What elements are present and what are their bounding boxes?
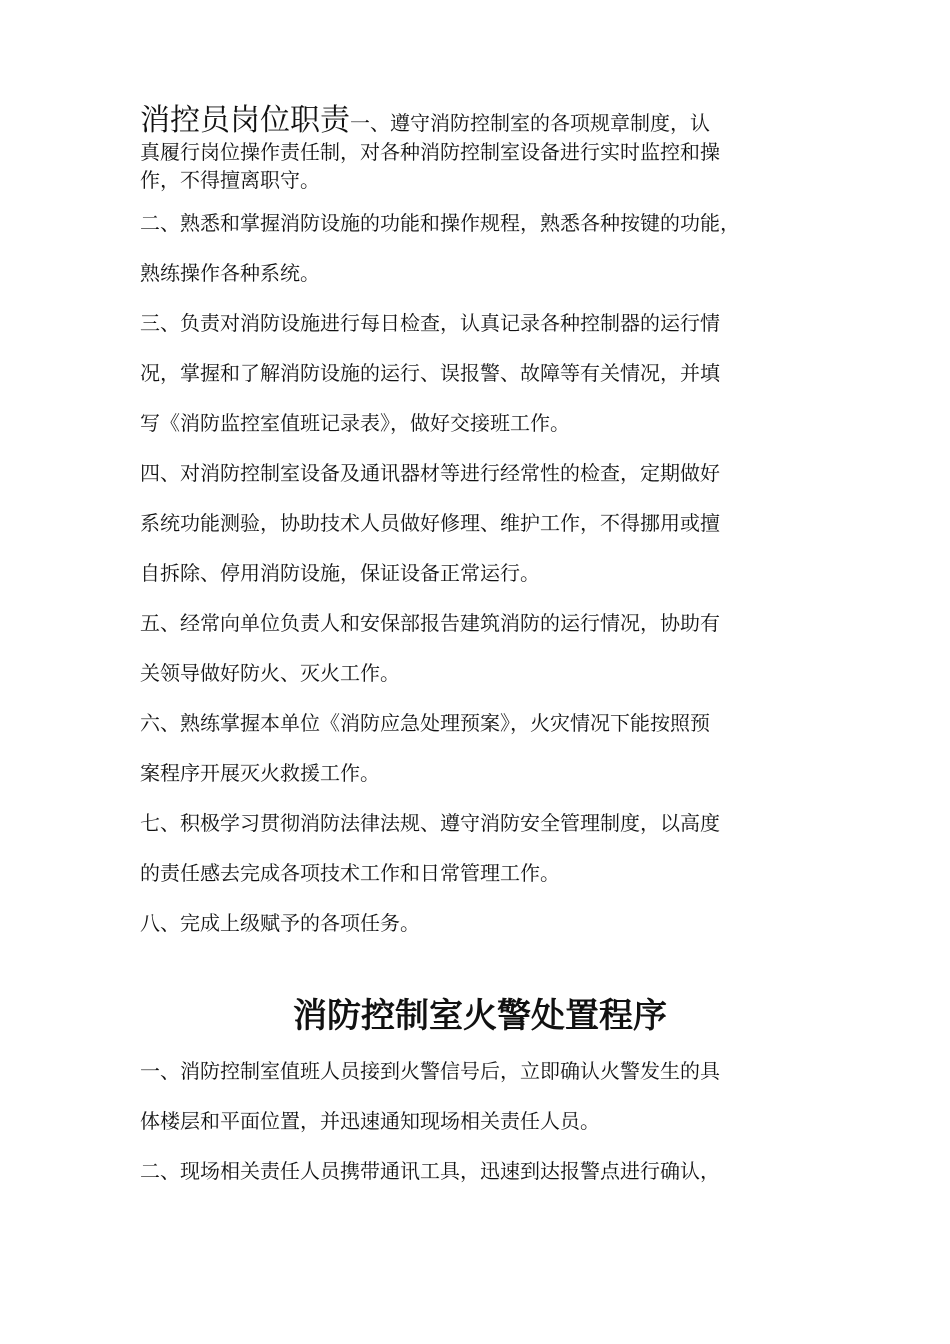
list-item (140, 598, 840, 698)
item-line: 一、消防控制室值班人员接到火警信号后，立即确认火警发生的具 (140, 1059, 720, 1083)
section-spacer (140, 948, 840, 988)
item-1-line-2: 真履行岗位操作责任制，对各种消防控制室设备进行实时监控和操 (140, 140, 720, 164)
item-line: 七、积极学习贯彻消防法律法规、遵守消防安全管理制度，以高度 (140, 811, 720, 835)
list-item (140, 898, 840, 948)
item-line: 熟练操作各种系统。 (140, 261, 320, 285)
document-page (140, 104, 840, 1196)
item-line: 四、对消防控制室设备及通讯器材等进行经常性的检查，定期做好 (140, 461, 720, 485)
item-line: 三、负责对消防设施进行每日检查，认真记录各种控制器的运行情 (140, 311, 720, 335)
section-1-header (140, 104, 840, 194)
list-item (140, 448, 840, 598)
item-line: 八、完成上级赋予的各项任务。 (140, 911, 420, 935)
item-line: 写《消防监控室值班记录表》，做好交接班工作。 (140, 411, 570, 435)
item-line: 况，掌握和了解消防设施的运行、误报警、故障等有关情况，并填 (140, 361, 720, 385)
list-item (140, 198, 840, 298)
item-line: 系统功能测验，协助技术人员做好修理、维护工作，不得挪用或擅 (140, 511, 720, 535)
list-item (140, 1046, 840, 1146)
section-2-title: 消防控制室火警处置程序 (293, 996, 667, 1036)
item-line: 二、现场相关责任人员携带通讯工具，迅速到达报警点进行确认， (140, 1159, 720, 1183)
item-line: 五、经常向单位负责人和安保部报告建筑消防的运行情况，协助有 (140, 611, 720, 635)
item-1-line-3: 作，不得擅离职守。 (140, 168, 320, 192)
item-line: 自拆除、停用消防设施，保证设备正常运行。 (140, 561, 540, 585)
list-item (140, 298, 840, 448)
item-line: 二、熟悉和掌握消防设施的功能和操作规程，熟悉各种按键的功能， (140, 211, 740, 235)
list-item (140, 698, 840, 798)
list-item (140, 798, 840, 898)
item-line: 六、熟练掌握本单位《消防应急处理预案》，火灾情况下能按照预 (140, 711, 710, 735)
item-1-line-1: 一、遵守消防控制室的各项规章制度，认 (350, 111, 710, 135)
item-line: 的责任感去完成各项技术工作和日常管理工作。 (140, 861, 560, 885)
list-item (140, 1146, 840, 1196)
item-line: 关领导做好防火、灭火工作。 (140, 661, 400, 685)
item-line: 案程序开展灭火救援工作。 (140, 761, 380, 785)
section-1-title-line (140, 104, 840, 138)
section-1-title: 消控员岗位职责 (140, 103, 350, 138)
section-1-items (140, 198, 840, 948)
item-line: 体楼层和平面位置，并迅速通知现场相关责任人员。 (140, 1109, 600, 1133)
section-2-items (140, 1046, 840, 1196)
